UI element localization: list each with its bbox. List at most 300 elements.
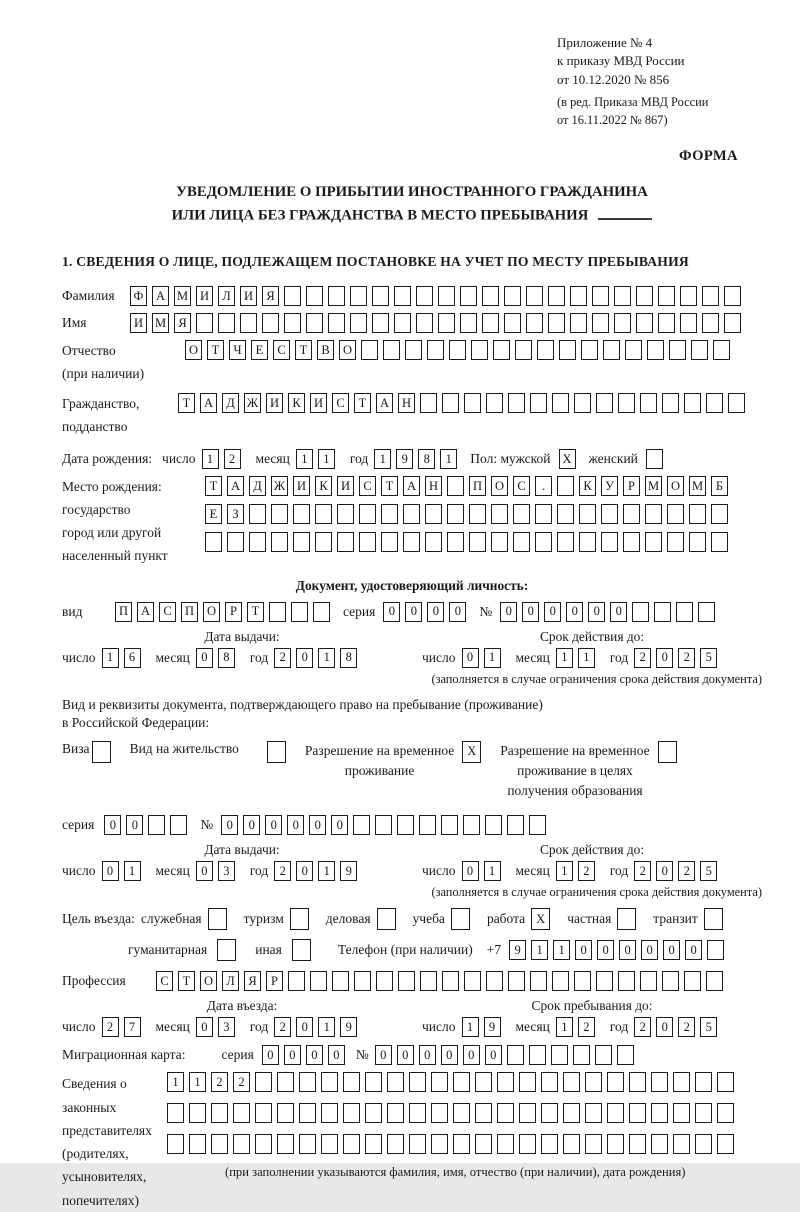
cell[interactable]: [292, 939, 311, 961]
cell[interactable]: В: [317, 340, 334, 360]
purpose-work-checkbox[interactable]: [531, 908, 555, 930]
cell[interactable]: 0: [221, 815, 238, 835]
purpose-official-checkbox[interactable]: [208, 908, 232, 930]
cell[interactable]: 0: [575, 940, 592, 960]
cell[interactable]: А: [227, 476, 244, 496]
entry-day-cells[interactable]: [102, 1017, 146, 1037]
cell[interactable]: Е: [205, 504, 222, 524]
cell[interactable]: 1: [318, 449, 335, 469]
cell[interactable]: 1: [484, 648, 501, 668]
cell[interactable]: П: [115, 602, 132, 622]
cell[interactable]: [662, 393, 679, 413]
cell[interactable]: [632, 602, 649, 622]
cell[interactable]: 0: [441, 1045, 458, 1065]
cell[interactable]: 7: [124, 1017, 141, 1037]
cell[interactable]: [299, 1134, 316, 1154]
cell[interactable]: [702, 286, 719, 306]
cell[interactable]: [451, 908, 470, 930]
cell[interactable]: Т: [381, 476, 398, 496]
cell[interactable]: 0: [685, 940, 702, 960]
cell[interactable]: Н: [425, 476, 442, 496]
cell[interactable]: 2: [211, 1072, 228, 1092]
cell[interactable]: [537, 340, 554, 360]
cell[interactable]: [328, 286, 345, 306]
cell[interactable]: [442, 393, 459, 413]
cell[interactable]: 0: [306, 1045, 323, 1065]
cell[interactable]: 1: [124, 861, 141, 881]
cell[interactable]: 6: [124, 648, 141, 668]
cell[interactable]: 2: [578, 1017, 595, 1037]
cell[interactable]: [361, 340, 378, 360]
profession-cells[interactable]: [156, 971, 728, 991]
cell[interactable]: [482, 313, 499, 333]
cell[interactable]: Д: [222, 393, 239, 413]
cell[interactable]: [189, 1134, 206, 1154]
cell[interactable]: 9: [396, 449, 413, 469]
cell[interactable]: [504, 286, 521, 306]
cell[interactable]: [403, 504, 420, 524]
cell[interactable]: 0: [462, 648, 479, 668]
cell[interactable]: 9: [340, 861, 357, 881]
cell[interactable]: [271, 504, 288, 524]
cell[interactable]: [629, 1134, 646, 1154]
doc-series-cells[interactable]: [383, 602, 471, 622]
cell[interactable]: [306, 313, 323, 333]
cell[interactable]: [658, 286, 675, 306]
cell[interactable]: [267, 741, 286, 763]
residence-valid-month-cells[interactable]: [556, 861, 600, 881]
cell[interactable]: [579, 532, 596, 552]
citizenship-cells[interactable]: [178, 393, 750, 413]
cell[interactable]: [441, 815, 458, 835]
cell[interactable]: [394, 313, 411, 333]
cell[interactable]: [614, 286, 631, 306]
education-residence-checkbox[interactable]: [658, 741, 682, 763]
cell[interactable]: [658, 741, 677, 763]
cell[interactable]: 1: [440, 449, 457, 469]
cell[interactable]: 0: [588, 602, 605, 622]
cell[interactable]: [284, 313, 301, 333]
cell[interactable]: [689, 532, 706, 552]
cell[interactable]: Б: [711, 476, 728, 496]
doc-issue-year-cells[interactable]: [274, 648, 362, 668]
cell[interactable]: [617, 908, 636, 930]
cell[interactable]: [249, 504, 266, 524]
cell[interactable]: 2: [274, 648, 291, 668]
cell[interactable]: Л: [218, 286, 235, 306]
cell[interactable]: 0: [287, 815, 304, 835]
cell[interactable]: 0: [309, 815, 326, 835]
cell[interactable]: [420, 393, 437, 413]
temporary-residence-checkbox[interactable]: [462, 741, 486, 763]
cell[interactable]: [372, 313, 389, 333]
cell[interactable]: Т: [207, 340, 224, 360]
cell[interactable]: [607, 1134, 624, 1154]
cell[interactable]: [409, 1103, 426, 1123]
cell[interactable]: [513, 504, 530, 524]
cell[interactable]: [299, 1103, 316, 1123]
cell[interactable]: Р: [266, 971, 283, 991]
cell[interactable]: 1: [102, 648, 119, 668]
cell[interactable]: 1: [374, 449, 391, 469]
cell[interactable]: 3: [218, 1017, 235, 1037]
cell[interactable]: [629, 1072, 646, 1092]
cell[interactable]: И: [130, 313, 147, 333]
cell[interactable]: [431, 1134, 448, 1154]
cell[interactable]: А: [403, 476, 420, 496]
representatives-row2-cells[interactable]: [167, 1103, 739, 1123]
cell[interactable]: [438, 313, 455, 333]
cell[interactable]: [354, 971, 371, 991]
cell[interactable]: [707, 940, 724, 960]
cell[interactable]: [579, 504, 596, 524]
cell[interactable]: [585, 1072, 602, 1092]
cell[interactable]: [416, 313, 433, 333]
cell[interactable]: [713, 340, 730, 360]
cell[interactable]: [559, 340, 576, 360]
cell[interactable]: [372, 286, 389, 306]
cell[interactable]: М: [152, 313, 169, 333]
cell[interactable]: 1: [578, 648, 595, 668]
cell[interactable]: [394, 286, 411, 306]
cell[interactable]: [208, 908, 227, 930]
cell[interactable]: [321, 1072, 338, 1092]
birthplace-row1-cells[interactable]: [205, 476, 733, 496]
cell[interactable]: [645, 504, 662, 524]
cell[interactable]: 1: [318, 1017, 335, 1037]
cell[interactable]: [623, 532, 640, 552]
cell[interactable]: [724, 286, 741, 306]
cell[interactable]: [427, 340, 444, 360]
cell[interactable]: 0: [296, 861, 313, 881]
cell[interactable]: [603, 340, 620, 360]
cell[interactable]: 0: [566, 602, 583, 622]
cell[interactable]: 9: [484, 1017, 501, 1037]
cell[interactable]: С: [359, 476, 376, 496]
cell[interactable]: 1: [202, 449, 219, 469]
entry-month-cells[interactable]: [196, 1017, 240, 1037]
sex-female-checkbox[interactable]: [646, 449, 668, 469]
representatives-row3-cells[interactable]: [167, 1134, 739, 1154]
cell[interactable]: С: [332, 393, 349, 413]
cell[interactable]: [669, 340, 686, 360]
patronymic-cells[interactable]: [185, 340, 735, 360]
cell[interactable]: 0: [463, 1045, 480, 1065]
residence-issue-day-cells[interactable]: [102, 861, 146, 881]
cell[interactable]: 3: [218, 861, 235, 881]
cell[interactable]: 0: [296, 648, 313, 668]
cell[interactable]: [442, 971, 459, 991]
birth-month-cells[interactable]: [296, 449, 340, 469]
cell[interactable]: [673, 1134, 690, 1154]
surname-cells[interactable]: [130, 286, 746, 306]
doc-type-cells[interactable]: [115, 602, 335, 622]
cell[interactable]: [607, 1103, 624, 1123]
cell[interactable]: [651, 1072, 668, 1092]
cell[interactable]: [504, 313, 521, 333]
migration-number-cells[interactable]: [375, 1045, 639, 1065]
cell[interactable]: [574, 971, 591, 991]
cell[interactable]: [205, 532, 222, 552]
cell[interactable]: [711, 532, 728, 552]
cell[interactable]: [636, 313, 653, 333]
cell[interactable]: У: [601, 476, 618, 496]
cell[interactable]: [667, 532, 684, 552]
cell[interactable]: 1: [556, 1017, 573, 1037]
cell[interactable]: Д: [249, 476, 266, 496]
cell[interactable]: [581, 340, 598, 360]
cell[interactable]: [548, 313, 565, 333]
cell[interactable]: [601, 504, 618, 524]
cell[interactable]: [519, 1072, 536, 1092]
cell[interactable]: [563, 1103, 580, 1123]
cell[interactable]: 0: [262, 1045, 279, 1065]
cell[interactable]: [315, 532, 332, 552]
cell[interactable]: [654, 602, 671, 622]
cell[interactable]: [529, 815, 546, 835]
representatives-row1-cells[interactable]: [167, 1072, 739, 1092]
cell[interactable]: 0: [102, 861, 119, 881]
cell[interactable]: З: [227, 504, 244, 524]
cell[interactable]: [680, 286, 697, 306]
cell[interactable]: [475, 1072, 492, 1092]
visa-checkbox[interactable]: [92, 741, 116, 763]
cell[interactable]: Ф: [130, 286, 147, 306]
cell[interactable]: [359, 532, 376, 552]
cell[interactable]: [233, 1134, 250, 1154]
cell[interactable]: О: [185, 340, 202, 360]
cell[interactable]: 2: [233, 1072, 250, 1092]
cell[interactable]: [625, 340, 642, 360]
name-cells[interactable]: [130, 313, 746, 333]
cell[interactable]: 1: [189, 1072, 206, 1092]
cell[interactable]: Л: [222, 971, 239, 991]
cell[interactable]: [460, 313, 477, 333]
cell[interactable]: Ж: [271, 476, 288, 496]
cell[interactable]: [376, 971, 393, 991]
cell[interactable]: [695, 1103, 712, 1123]
cell[interactable]: [574, 393, 591, 413]
cell[interactable]: [614, 313, 631, 333]
cell[interactable]: 8: [418, 449, 435, 469]
cell[interactable]: И: [266, 393, 283, 413]
cell[interactable]: 0: [656, 1017, 673, 1037]
cell[interactable]: 2: [578, 861, 595, 881]
cell[interactable]: [321, 1134, 338, 1154]
cell[interactable]: 0: [265, 815, 282, 835]
cell[interactable]: [447, 504, 464, 524]
cell[interactable]: [240, 313, 257, 333]
residence-series-cells[interactable]: [104, 815, 192, 835]
cell[interactable]: Ч: [229, 340, 246, 360]
cell[interactable]: 2: [634, 861, 651, 881]
cell[interactable]: Я: [174, 313, 191, 333]
cell[interactable]: [290, 908, 309, 930]
cell[interactable]: [508, 971, 525, 991]
cell[interactable]: [585, 1103, 602, 1123]
cell[interactable]: [497, 1134, 514, 1154]
doc-number-cells[interactable]: [500, 602, 720, 622]
cell[interactable]: [585, 1134, 602, 1154]
cell[interactable]: [332, 971, 349, 991]
cell[interactable]: [706, 971, 723, 991]
cell[interactable]: [425, 504, 442, 524]
cell[interactable]: [573, 1045, 590, 1065]
cell[interactable]: 2: [224, 449, 241, 469]
birth-day-cells[interactable]: [202, 449, 246, 469]
cell[interactable]: [383, 340, 400, 360]
cell[interactable]: [262, 313, 279, 333]
cell[interactable]: 1: [556, 648, 573, 668]
cell[interactable]: 0: [405, 602, 422, 622]
cell[interactable]: [724, 313, 741, 333]
cell[interactable]: 0: [522, 602, 539, 622]
doc-issue-day-cells[interactable]: [102, 648, 146, 668]
cell[interactable]: 0: [243, 815, 260, 835]
cell[interactable]: [299, 1072, 316, 1092]
cell[interactable]: О: [203, 602, 220, 622]
cell[interactable]: [313, 602, 330, 622]
cell[interactable]: К: [315, 476, 332, 496]
cell[interactable]: [405, 340, 422, 360]
cell[interactable]: [618, 393, 635, 413]
cell[interactable]: 9: [340, 1017, 357, 1037]
cell[interactable]: [365, 1103, 382, 1123]
cell[interactable]: 0: [196, 648, 213, 668]
phone-cells[interactable]: [509, 940, 729, 960]
doc-valid-month-cells[interactable]: [556, 648, 600, 668]
cell[interactable]: [269, 602, 286, 622]
cell[interactable]: [717, 1134, 734, 1154]
cell[interactable]: [513, 532, 530, 552]
cell[interactable]: [651, 1134, 668, 1154]
cell[interactable]: 0: [449, 602, 466, 622]
cell[interactable]: 0: [383, 602, 400, 622]
cell[interactable]: Т: [295, 340, 312, 360]
purpose-study-checkbox[interactable]: [451, 908, 475, 930]
cell[interactable]: [548, 286, 565, 306]
stay-month-cells[interactable]: [556, 1017, 600, 1037]
cell[interactable]: [486, 971, 503, 991]
cell[interactable]: 1: [296, 449, 313, 469]
cell[interactable]: [618, 971, 635, 991]
cell[interactable]: О: [339, 340, 356, 360]
cell[interactable]: А: [200, 393, 217, 413]
cell[interactable]: [691, 340, 708, 360]
cell[interactable]: [592, 286, 609, 306]
cell[interactable]: [702, 313, 719, 333]
cell[interactable]: [529, 1045, 546, 1065]
cell[interactable]: [306, 286, 323, 306]
cell[interactable]: Е: [251, 340, 268, 360]
cell[interactable]: И: [196, 286, 213, 306]
cell[interactable]: [463, 815, 480, 835]
cell[interactable]: И: [240, 286, 257, 306]
cell[interactable]: [673, 1072, 690, 1092]
cell[interactable]: [453, 1134, 470, 1154]
cell[interactable]: [464, 393, 481, 413]
cell[interactable]: [662, 971, 679, 991]
cell[interactable]: [416, 286, 433, 306]
cell[interactable]: [541, 1072, 558, 1092]
cell[interactable]: [570, 286, 587, 306]
cell[interactable]: [449, 340, 466, 360]
cell[interactable]: [570, 313, 587, 333]
cell[interactable]: [596, 393, 613, 413]
cell[interactable]: [640, 393, 657, 413]
cell[interactable]: 2: [634, 1017, 651, 1037]
cell[interactable]: [695, 1134, 712, 1154]
cell[interactable]: С: [513, 476, 530, 496]
purpose-humanitarian-checkbox[interactable]: [217, 939, 241, 961]
cell[interactable]: [453, 1072, 470, 1092]
cell[interactable]: 8: [340, 648, 357, 668]
cell[interactable]: [535, 504, 552, 524]
cell[interactable]: [491, 532, 508, 552]
residence-permit-checkbox[interactable]: [267, 741, 291, 763]
cell[interactable]: [255, 1103, 272, 1123]
cell[interactable]: [170, 815, 187, 835]
cell[interactable]: Т: [354, 393, 371, 413]
cell[interactable]: [337, 504, 354, 524]
cell[interactable]: [255, 1072, 272, 1092]
purpose-private-checkbox[interactable]: [617, 908, 641, 930]
cell[interactable]: .: [535, 476, 552, 496]
cell[interactable]: 2: [634, 648, 651, 668]
cell[interactable]: [552, 393, 569, 413]
cell[interactable]: М: [645, 476, 662, 496]
cell[interactable]: 0: [544, 602, 561, 622]
cell[interactable]: [420, 971, 437, 991]
cell[interactable]: [706, 393, 723, 413]
cell[interactable]: [419, 815, 436, 835]
cell[interactable]: С: [273, 340, 290, 360]
cell[interactable]: [431, 1103, 448, 1123]
cell[interactable]: 0: [196, 861, 213, 881]
cell[interactable]: [519, 1134, 536, 1154]
cell[interactable]: [552, 971, 569, 991]
cell[interactable]: [491, 504, 508, 524]
cell[interactable]: 5: [700, 648, 717, 668]
cell[interactable]: [460, 286, 477, 306]
doc-valid-year-cells[interactable]: [634, 648, 722, 668]
cell[interactable]: [277, 1134, 294, 1154]
cell[interactable]: 0: [500, 602, 517, 622]
cell[interactable]: [526, 313, 543, 333]
cell[interactable]: [698, 602, 715, 622]
cell[interactable]: [403, 532, 420, 552]
purpose-tourism-checkbox[interactable]: [290, 908, 314, 930]
cell[interactable]: [284, 286, 301, 306]
cell[interactable]: 0: [331, 815, 348, 835]
cell[interactable]: [211, 1103, 228, 1123]
cell[interactable]: И: [293, 476, 310, 496]
cell[interactable]: [557, 504, 574, 524]
cell[interactable]: [676, 602, 693, 622]
birth-year-cells[interactable]: [374, 449, 462, 469]
cell[interactable]: [409, 1134, 426, 1154]
cell[interactable]: [507, 815, 524, 835]
cell[interactable]: [636, 286, 653, 306]
cell[interactable]: 0: [610, 602, 627, 622]
cell[interactable]: О: [200, 971, 217, 991]
cell[interactable]: [343, 1134, 360, 1154]
cell[interactable]: И: [337, 476, 354, 496]
cell[interactable]: М: [174, 286, 191, 306]
cell[interactable]: 1: [318, 861, 335, 881]
cell[interactable]: Я: [244, 971, 261, 991]
cell[interactable]: [482, 286, 499, 306]
